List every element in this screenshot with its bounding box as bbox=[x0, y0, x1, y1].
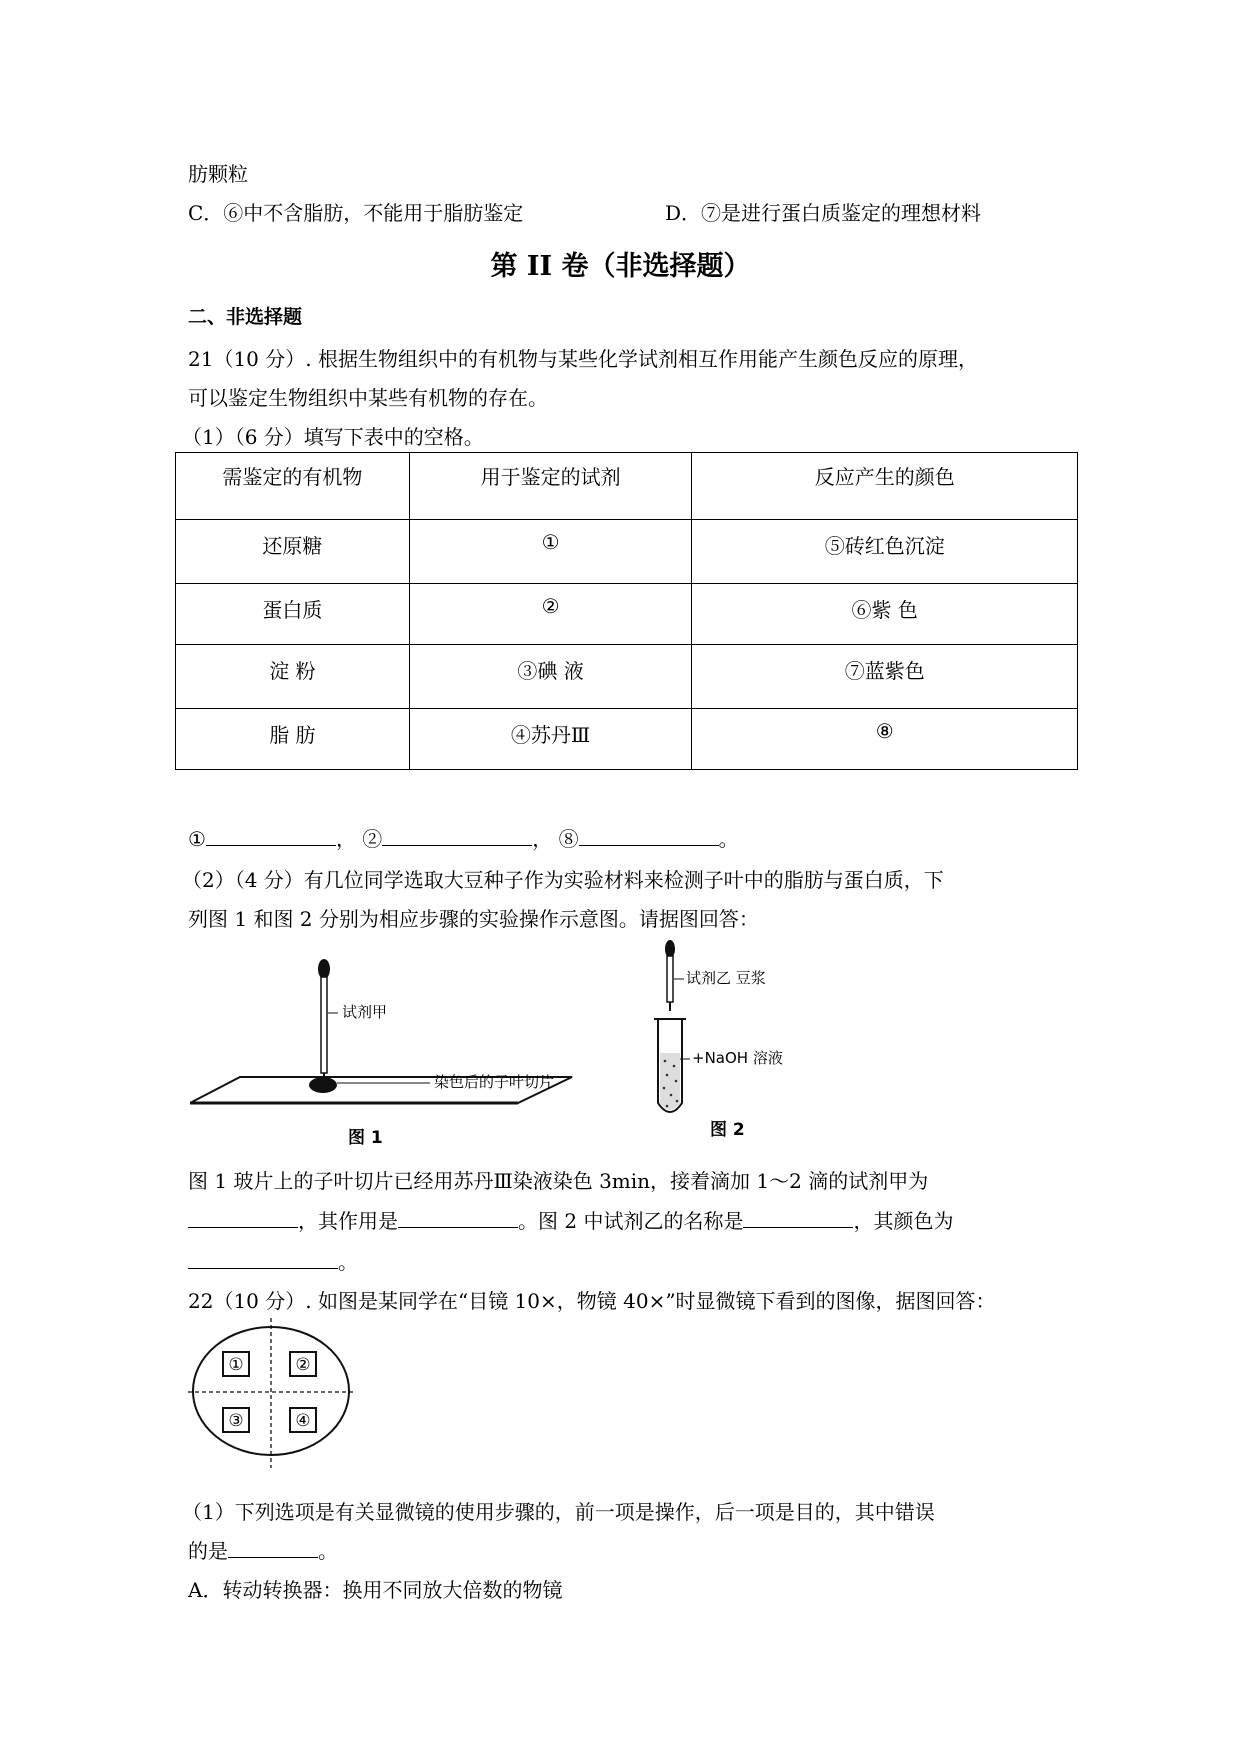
cell-label: ④ bbox=[295, 1411, 311, 1431]
question-22-part1-line1: （1）下列选项是有关显微镜的使用步骤的，前一项是操作，后一项是目的，其中错误 bbox=[182, 1500, 935, 1524]
option-c: C．⑥中不含脂肪，不能用于脂肪鉴定 bbox=[188, 201, 524, 225]
answer-blank[interactable] bbox=[382, 825, 532, 846]
table-row bbox=[176, 520, 1078, 584]
option-d: D．⑦是进行蛋白质鉴定的理想材料 bbox=[665, 201, 982, 225]
question-21-part1: （1）（6 分）填写下表中的空格。 bbox=[182, 425, 484, 449]
text-span: 。 bbox=[318, 1539, 338, 1563]
text-span: 。 bbox=[338, 1250, 358, 1274]
question-21-part2-line2: 列图 1 和图 2 分别为相应步骤的实验操作示意图。请据图回答： bbox=[188, 907, 759, 931]
figure-1-caption: 图 1 bbox=[348, 1128, 383, 1148]
table-cell: ④苏丹Ⅲ bbox=[409, 709, 692, 770]
table-cell: ② bbox=[409, 584, 692, 645]
cell-label: ① bbox=[228, 1355, 244, 1375]
text-span: ，其作用是 bbox=[298, 1209, 398, 1233]
table-cell: 蛋白质 bbox=[176, 584, 410, 645]
question-21-part2-line1: （2）（4 分）有几位同学选取大豆种子作为实验材料来检测子叶中的脂肪与蛋白质，下 bbox=[182, 868, 944, 892]
separator: ， bbox=[335, 827, 356, 851]
figure-question-line1: 图 1 玻片上的子叶切片已经用苏丹Ⅲ染液染色 3min，接着滴加 1～2 滴的试剂甲为 bbox=[188, 1169, 929, 1193]
reagent-b-label: 试剂乙 豆浆 bbox=[686, 969, 766, 987]
blank-label: ② bbox=[362, 827, 383, 851]
answer-blank[interactable] bbox=[188, 1207, 298, 1228]
answer-blank[interactable] bbox=[398, 1207, 518, 1228]
answer-blank[interactable] bbox=[743, 1207, 853, 1228]
text-span: ，其颜色为 bbox=[853, 1209, 954, 1233]
option-a: A．转动转换器：换用不同放大倍数的物镜 bbox=[188, 1578, 563, 1602]
table-row bbox=[176, 584, 1078, 645]
question-21-line1: 21（10 分）. 根据生物组织中的有机物与某些化学试剂相互作用能产生颜色反应的原理， bbox=[188, 347, 978, 371]
table-row bbox=[176, 709, 1078, 770]
question-21-line2: 可以鉴定生物组织中某些有机物的存在。 bbox=[188, 386, 548, 410]
cell-label: ② bbox=[295, 1355, 311, 1375]
answer-blank[interactable] bbox=[228, 1537, 318, 1558]
section-heading: 二、非选择题 bbox=[188, 306, 303, 328]
answer-blank[interactable] bbox=[206, 825, 336, 846]
dropper-bulb bbox=[318, 959, 330, 979]
microscope-view-diagram bbox=[188, 1318, 356, 1470]
table-cell: ⑦蓝紫色 bbox=[692, 645, 1078, 709]
stained-section bbox=[309, 1077, 337, 1093]
table-cell: 淀 粉 bbox=[176, 645, 410, 709]
blank-label: ① bbox=[188, 827, 206, 851]
figure-2-diagram bbox=[640, 935, 840, 1145]
question-22-part1-line2 bbox=[188, 1537, 338, 1565]
slice-label: 染色后的子叶切片 bbox=[434, 1073, 555, 1091]
page-title: 第 II 卷（非选择题） bbox=[490, 251, 751, 282]
table-row bbox=[176, 645, 1078, 709]
reagent-table bbox=[175, 452, 1078, 770]
table-cell: ⑧ bbox=[692, 709, 1078, 770]
blank-label: ⑧ bbox=[558, 827, 579, 851]
figure-question-line3 bbox=[188, 1248, 358, 1276]
figure-2-caption: 图 2 bbox=[710, 1120, 745, 1140]
text-span: 的是 bbox=[188, 1539, 228, 1563]
dropper-tube bbox=[321, 977, 327, 1073]
table-cell: ① bbox=[409, 520, 692, 584]
table-header: 反应产生的颜色 bbox=[692, 453, 1078, 520]
separator: ， bbox=[532, 827, 553, 851]
table-cell: 还原糖 bbox=[176, 520, 410, 584]
table-cell: 脂 肪 bbox=[176, 709, 410, 770]
solution-label: +NaOH 溶液 bbox=[692, 1049, 783, 1067]
dropper-tube bbox=[667, 956, 673, 1002]
table-cell: ⑥紫 色 bbox=[692, 584, 1078, 645]
table-header: 需鉴定的有机物 bbox=[176, 453, 410, 520]
answer-blank[interactable] bbox=[188, 1248, 338, 1269]
figure-1-diagram bbox=[190, 955, 610, 1155]
figure-question-line2 bbox=[188, 1207, 953, 1235]
text-span: 。图 2 中试剂乙的名称是 bbox=[518, 1209, 744, 1233]
table-cell: ③碘 液 bbox=[409, 645, 692, 709]
reagent-a-label: 试剂甲 bbox=[342, 1003, 388, 1021]
table-header-row bbox=[176, 453, 1078, 520]
fill-in-line bbox=[188, 825, 739, 853]
text-line: 肪颗粒 bbox=[188, 162, 248, 186]
table-cell: ⑤砖红色沉淀 bbox=[692, 520, 1078, 584]
separator: 。 bbox=[718, 827, 739, 851]
question-22: 22（10 分）. 如图是某同学在“目镜 10×，物镜 40×”时显微镜下看到的图像，据图回答： bbox=[188, 1289, 996, 1313]
cell-label: ③ bbox=[228, 1411, 244, 1431]
answer-blank[interactable] bbox=[579, 825, 719, 846]
table-header: 用于鉴定的试剂 bbox=[409, 453, 692, 520]
